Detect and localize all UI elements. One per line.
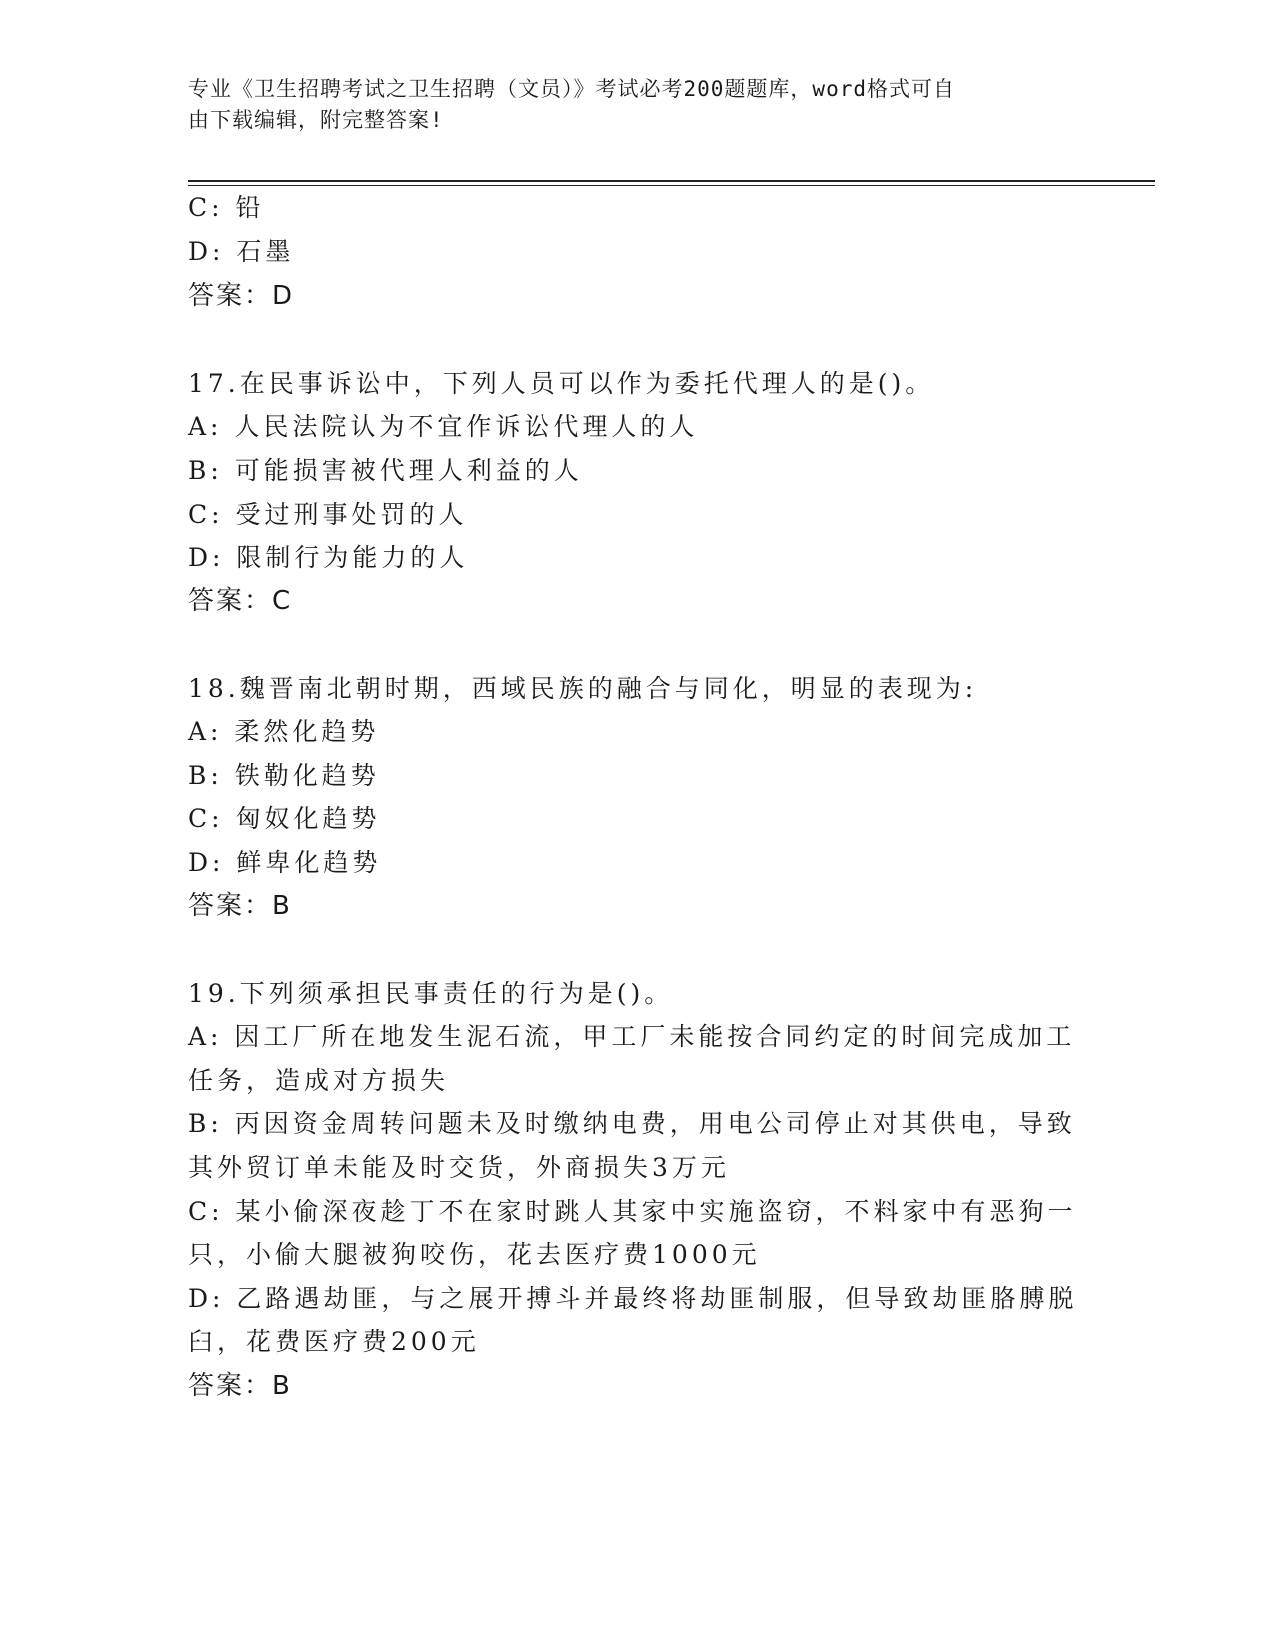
prev-option-c: C: 铅	[188, 193, 265, 222]
q18-stem: 18.魏晋南北朝时期，西域民族的融合与同化，明显的表现为:	[188, 674, 978, 703]
header-divider-thin	[188, 185, 1155, 186]
q17-answer: 答案：C	[188, 586, 293, 616]
q18-option-a: A: 柔然化趋势	[188, 717, 380, 746]
document-header	[188, 74, 1088, 136]
q19-option-d-line-2: 臼，花费医疗费200元	[188, 1327, 480, 1356]
q19-option-a-line-1: A: 因工厂所在地发生泥石流，甲工厂未能按合同约定的时间完成加工	[188, 1022, 1076, 1051]
q19-option-a-line-2: 任务，造成对方损失	[188, 1066, 450, 1095]
header-divider-thick	[188, 180, 1155, 182]
header-line-2: 由下载编辑，附完整答案!	[188, 108, 444, 132]
q19-option-c-line-1: C: 某小偷深夜趁丁不在家时跳人其家中实施盗窃，不料家中有恶狗一	[188, 1197, 1077, 1226]
q18-option-d: D: 鲜卑化趋势	[188, 848, 382, 877]
q19-answer: 答案：B	[188, 1371, 292, 1401]
q19-option-b-line-1: B: 丙因资金周转问题未及时缴纳电费，用电公司停止对其供电，导致	[188, 1109, 1076, 1138]
q19-stem: 19.下列须承担民事责任的行为是()。	[188, 979, 674, 1008]
q19-option-c-line-2: 只，小偷大腿被狗咬伤，花去医疗费1000元	[188, 1240, 761, 1269]
q17-option-b: B: 可能损害被代理人利益的人	[188, 456, 583, 485]
q17-stem: 17.在民事诉讼中，下列人员可以作为委托代理人的是()。	[188, 369, 935, 398]
prev-option-d: D: 石墨	[188, 237, 295, 266]
q17-option-a: A: 人民法院认为不宜作诉讼代理人的人	[188, 412, 699, 441]
header-line-1: 专业《卫生招聘考试之卫生招聘（文员）》考试必考200题题库，word格式可自	[188, 77, 955, 101]
q18-answer: 答案：B	[188, 891, 292, 921]
q17-option-d: D: 限制行为能力的人	[188, 543, 469, 572]
prev-answer: 答案：D	[188, 281, 295, 311]
q18-option-c: C: 匈奴化趋势	[188, 804, 381, 833]
q18-option-b: B: 铁勒化趋势	[188, 761, 380, 790]
q17-option-c: C: 受过刑事处罚的人	[188, 500, 468, 529]
q19-option-d-line-1: D: 乙路遇劫匪，与之展开搏斗并最终将劫匪制服，但导致劫匪胳膊脱	[188, 1284, 1078, 1313]
q19-option-b-line-2: 其外贸订单未能及时交货，外商损失3万元	[188, 1153, 730, 1182]
